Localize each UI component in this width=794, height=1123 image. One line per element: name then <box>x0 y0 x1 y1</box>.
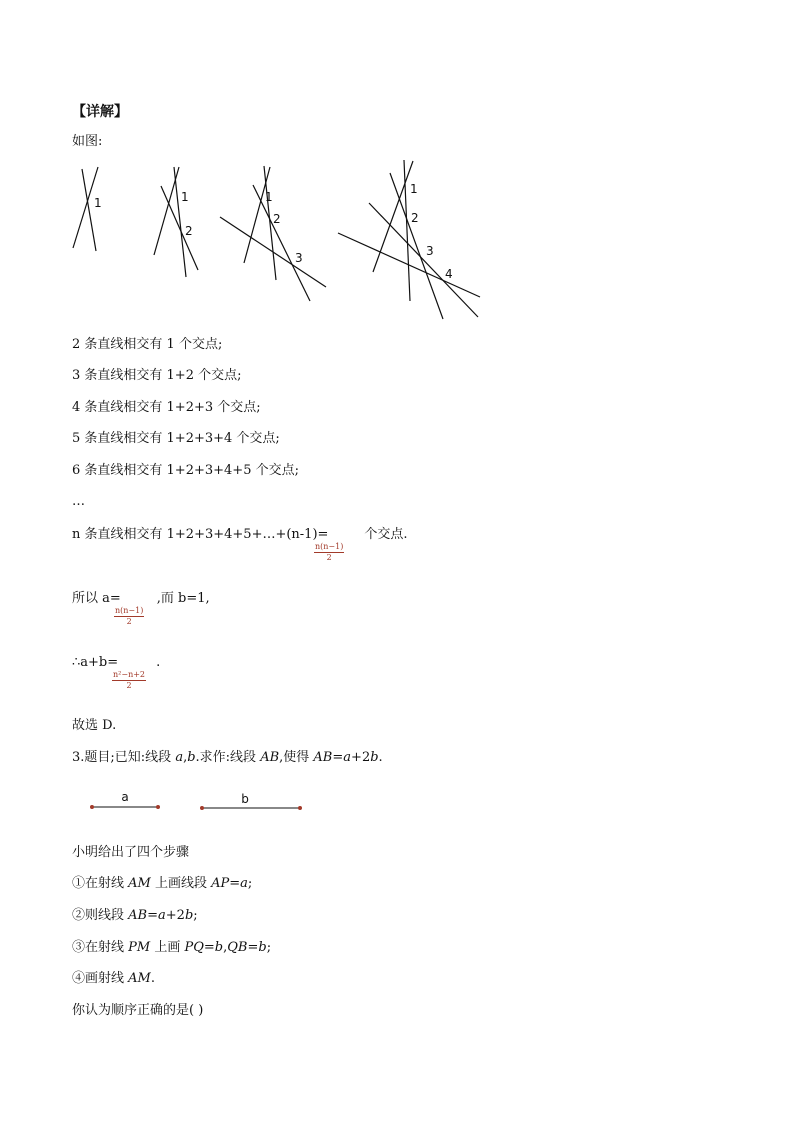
step-text: = <box>229 876 241 891</box>
step-1 <box>72 876 252 892</box>
step-text: , <box>223 940 228 955</box>
intersecting-lines-figure <box>60 155 500 330</box>
n-line-text-after: 个交点. <box>364 527 408 542</box>
count-line-5: 5 条直线相交有 1+2+3+4 个交点; <box>72 431 280 446</box>
step-variable: b <box>184 908 194 923</box>
a-line-text-after: ,而 b=1, <box>156 591 210 606</box>
question-text-1: 题目;已知:线段 <box>84 750 176 765</box>
fraction-denominator: 2 <box>126 681 132 690</box>
step-text: ; <box>247 876 253 891</box>
step-text: = <box>247 940 259 955</box>
fig4-label-1: 1 <box>410 182 418 196</box>
fig4-line-4 <box>369 203 478 317</box>
count-line-2: 2 条直线相交有 1 个交点; <box>72 337 223 352</box>
step-variable: AB <box>128 908 148 923</box>
n-line-text-before: n 条直线相交有 1+2+3+4+5+…+(n-1)= <box>72 527 329 542</box>
a-value-line <box>72 591 210 607</box>
step-variable: b <box>214 940 224 955</box>
fig2-line-2 <box>174 167 186 277</box>
question-var-a: a <box>175 750 184 765</box>
question-eq-b: b <box>370 750 379 765</box>
segment-a-label: a <box>121 790 129 804</box>
section-heading: 【详解】 <box>72 104 128 120</box>
n-line-formula <box>72 527 408 543</box>
question-var-b: b <box>187 750 196 765</box>
question-3 <box>72 750 383 766</box>
step-3 <box>72 940 271 956</box>
segment-b-endpoint-left <box>200 806 204 810</box>
final-question: 你认为顺序正确的是( ) <box>72 1003 204 1018</box>
step-variable: PM <box>128 940 151 955</box>
question-period: . <box>378 750 383 765</box>
fraction-denominator: 2 <box>126 617 132 626</box>
question-eq-plus: +2 <box>351 750 371 765</box>
question-eq-eq: = <box>332 750 344 765</box>
step-text: . <box>150 971 155 986</box>
sum-line-fraction <box>112 670 146 691</box>
question-number: 3. <box>72 750 85 765</box>
ellipsis: … <box>72 494 85 509</box>
segment-a-endpoint-left <box>90 805 94 809</box>
step-variable: a <box>158 908 166 923</box>
step-variable: b <box>258 940 267 955</box>
step-prefix: ②则线段 <box>72 908 129 923</box>
n-line-fraction <box>314 542 344 563</box>
step-text: 上画线段 <box>150 876 212 891</box>
step-text: ; <box>266 940 272 955</box>
question-comma: , <box>183 750 188 765</box>
fraction-numerator: n(n−1) <box>115 606 144 615</box>
segment-a-endpoint-right <box>156 805 160 809</box>
sum-line-text-before: ∴a+b= <box>72 655 119 670</box>
answer-line: 故选 D. <box>72 718 117 733</box>
count-line-4: 4 条直线相交有 1+2+3 个交点; <box>72 400 261 415</box>
fig4-label-4: 4 <box>445 267 453 281</box>
step-4 <box>72 971 155 987</box>
fig1-label-1: 1 <box>94 196 102 210</box>
fig3-line-3 <box>253 185 310 301</box>
step-prefix: ③在射线 <box>72 940 129 955</box>
segment-b-endpoint-right <box>298 806 302 810</box>
question-text-2: .求作:线段 <box>195 750 261 765</box>
fig4-label-2: 2 <box>411 211 419 225</box>
fig3-label-2: 2 <box>273 212 281 226</box>
question-eq-lhs: AB <box>313 750 333 765</box>
step-variable: AM <box>128 876 151 891</box>
figure-intro: 如图: <box>72 134 103 149</box>
step-text: ; <box>193 908 198 923</box>
step-variable: QB <box>227 940 248 955</box>
step-2 <box>72 908 198 924</box>
step-variable: a <box>240 876 248 891</box>
fraction-denominator: 2 <box>326 553 332 562</box>
segment-b-label: b <box>241 792 249 806</box>
segments-figure <box>80 786 320 816</box>
step-variable: AM <box>128 971 151 986</box>
count-line-3: 3 条直线相交有 1+2 个交点; <box>72 368 242 383</box>
sum-line <box>72 655 160 671</box>
question-eq-a: a <box>343 750 352 765</box>
step-variable: PQ <box>184 940 204 955</box>
fraction-numerator: n(n−1) <box>315 542 344 551</box>
step-prefix: ①在射线 <box>72 876 129 891</box>
question-text-3: ,使得 <box>279 750 314 765</box>
fraction-numerator: n²−n+2 <box>113 670 146 679</box>
fig3-line-4 <box>220 217 326 287</box>
question-seg-ab: AB <box>260 750 280 765</box>
step-text: = <box>203 940 215 955</box>
count-line-6: 6 条直线相交有 1+2+3+4+5 个交点; <box>72 463 299 478</box>
sum-line-text-after: . <box>156 655 161 670</box>
fig3-label-3: 3 <box>295 251 303 265</box>
step-prefix: ④画射线 <box>72 971 129 986</box>
fig3-label-1: 1 <box>265 190 273 204</box>
step-variable: AP <box>211 876 230 891</box>
a-line-text-before: 所以 a= <box>72 591 121 606</box>
steps-intro: 小明给出了四个步骤 <box>72 845 190 860</box>
fig2-label-1: 1 <box>181 190 189 204</box>
step-text: +2 <box>165 908 185 923</box>
fig4-label-3: 3 <box>426 244 434 258</box>
step-text: 上画 <box>150 940 185 955</box>
a-line-fraction <box>114 606 144 627</box>
fig2-label-2: 2 <box>185 224 193 238</box>
step-text: = <box>147 908 158 923</box>
